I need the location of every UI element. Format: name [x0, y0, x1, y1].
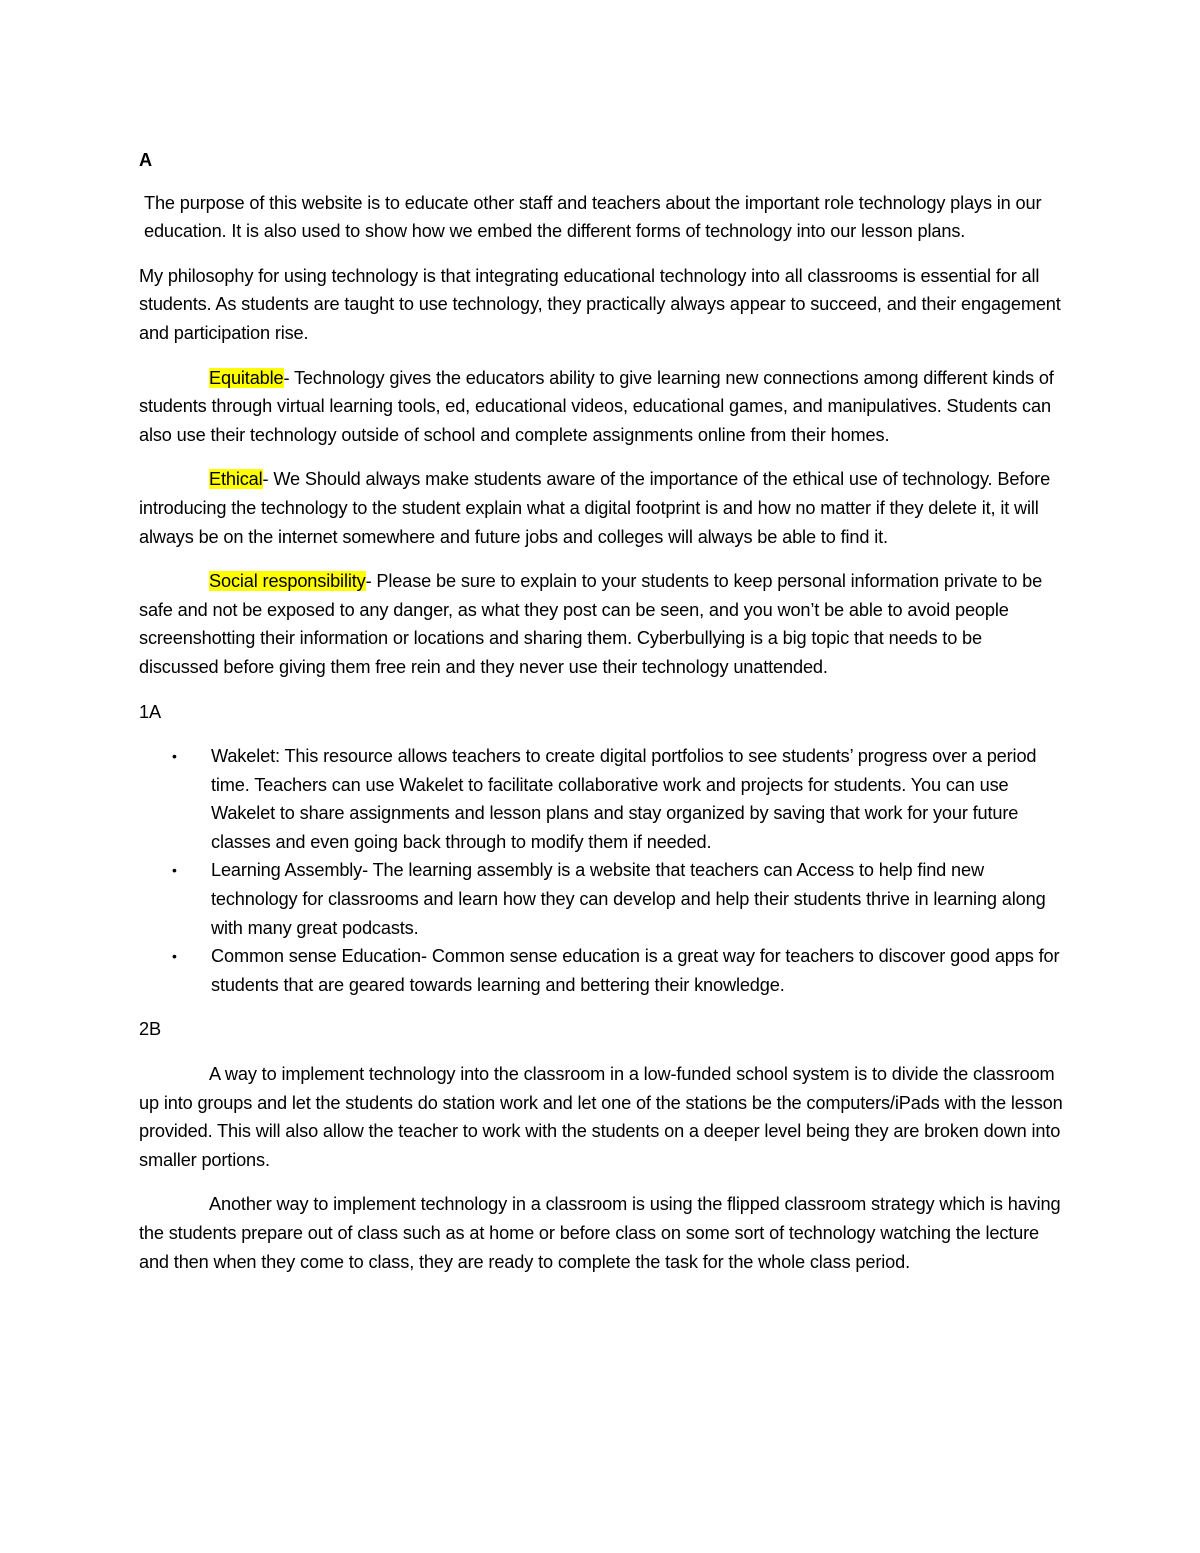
bullet-icon: •	[172, 862, 177, 879]
ethical-text: - We Should always make students aware of the importance of the ethical use of technology. Before introducing the technology to the student explain what a digital footprint is and how no matter if they delete it, it will always be on the internet somewhere and future jobs and colleges will always be able to find it.	[139, 469, 1051, 547]
social-responsibility-term: Social responsibility	[209, 571, 366, 592]
list-item-text: Learning Assembly- The learning assembly is a website that teachers can Access to help find new technology for classrooms and learn how they can develop and help their students thrive in learning along with many great podcasts.	[211, 860, 1046, 938]
equitable-term: Equitable	[209, 367, 284, 388]
ethical-paragraph	[139, 465, 1064, 551]
section-2b-label: 2B	[139, 1019, 161, 1040]
list-item	[139, 856, 1064, 942]
social-responsibility-text: - Please be sure to explain to your students to keep personal information private to be safe and not be exposed to any danger, as what they post can be seen, and you won’t be able to avoid people screenshotting their information or locations and sharing them. Cyberbullying is a big topic that needs to be discussed before giving them free rein and they never use their technology unattended.	[139, 571, 1043, 677]
intro-paragraph: The purpose of this website is to educate other staff and teachers about the important role technology plays in our education. It is also used to show how we embed the different forms of technology into our lesson plans.	[144, 192, 1042, 242]
section-a-heading: A	[139, 150, 152, 170]
list-item-text: Common sense Education- Common sense education is a great way for teachers to discover good apps for students that are geared towards learning and bettering their knowledge.	[211, 946, 1060, 995]
bullet-icon: •	[172, 748, 177, 765]
list-item	[139, 942, 1064, 999]
philosophy-paragraph: My philosophy for using technology is that integrating educational technology into all classrooms is essential for all students. As students are taught to use technology, they practically always appear to succeed, and their engagement and participation rise.	[139, 265, 1061, 343]
implementation-paragraph-1: A way to implement technology into the classroom in a low-funded school system is to divide the classroom up into groups and let the students do station work and let one of the stations be the computers/iPads with the lesson provided. This will also allow the teacher to work with the students on a deeper level being they are broken down into smaller portions.	[139, 1064, 1063, 1170]
section-1a-label: 1A	[139, 701, 161, 722]
implementation-paragraph-2: Another way to implement technology in a classroom is using the flipped classroom strategy which is having the students prepare out of class such as at home or before class on some sort of technology watching the lecture and then when they come to class, they are ready to complete the task for the whole class period.	[139, 1194, 1061, 1272]
social-responsibility-paragraph	[139, 567, 1064, 681]
ethical-term: Ethical	[209, 469, 263, 490]
list-item	[139, 742, 1064, 856]
equitable-text: - Technology gives the educators ability to give learning new connections among different kinds of students through virtual learning tools, ed, educational videos, educational games, and manipulatives. Students can also use their technology outside of school and complete assignments online from their homes.	[139, 367, 1054, 445]
equitable-paragraph	[139, 364, 1064, 450]
resource-list	[139, 742, 1064, 999]
document-body	[139, 146, 1064, 1292]
bullet-icon: •	[172, 948, 177, 965]
list-item-text: Wakelet: This resource allows teachers to create digital portfolios to see students’ progress over a period time. Teachers can use Wakelet to facilitate collaborative work and projects for students. You can use Wakelet to share assignments and lesson plans and stay organized by saving that work for your future classes and even going back through to modify them if needed.	[211, 746, 1037, 852]
